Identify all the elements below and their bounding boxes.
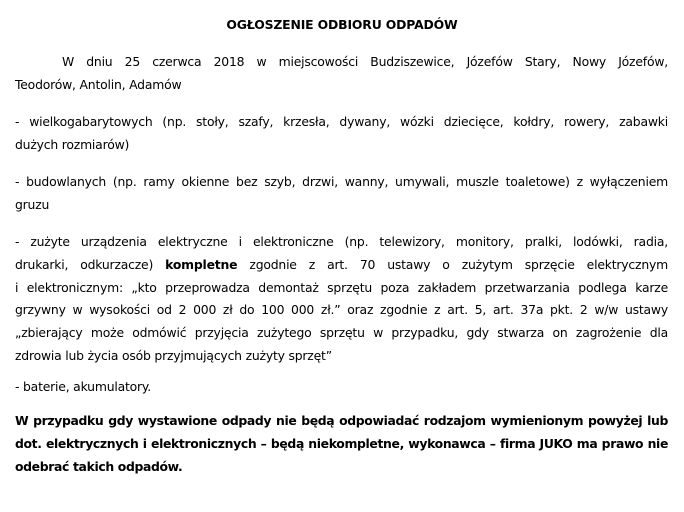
document-title: OGŁOSZENIE ODBIORU ODPADÓW (226, 17, 458, 32)
notice-line: dot. elektrycznych i elektronicznych – będą niekompletne, wykonawca – firma JUKO ma prawo nie (15, 435, 668, 451)
bulky-waste-item (15, 111, 668, 157)
electronics-line-text: zgodnie z art. 70 ustawy o zużytym sprzęcie elektrycznym (237, 256, 668, 272)
bulky-waste-line: dużych rozmiarów) (15, 136, 130, 152)
construction-waste-line: - budowlanych (np. ramy okienne bez szyb, drzwi, wanny, umywali, muszle toaletowe) z wyłączeniem (15, 174, 668, 189)
batteries-line: - baterie, akumulatory. (15, 379, 152, 394)
electronics-line: „zbierający może odmówić przyjęcia zużytego sprzętu w przypadku, gdy stwarza on zagrożenie dla (15, 325, 668, 341)
construction-waste-item (15, 171, 668, 217)
batteries-item (15, 376, 668, 399)
electronics-line: grzywny w wysokości od 2 000 zł do 100 000 zł.” oraz zgodnie z art. 5, art. 37a pkt. 2 w/w ustawy (15, 302, 668, 318)
complete-emphasis: kompletne (165, 256, 238, 272)
electronics-line: - zużyte urządzenia elektryczne i elektroniczne (np. telewizory, monitory, pralki, lodówki, radia, (15, 234, 668, 249)
collection-notice (15, 410, 668, 478)
electronics-waste-item (15, 231, 668, 368)
notice-line: W przypadku gdy wystawione odpady nie będą odpowiadać rodzajom wymienionym powyżej lub (15, 413, 668, 428)
electronics-line: zdrowia lub życia osób przyjmujących zużyty sprzęt” (15, 347, 332, 363)
intro-line: Teodorów, Antolin, Adamów (15, 76, 182, 92)
electronics-line (15, 254, 668, 277)
bulky-waste-line: - wielkogabarytowych (np. stoły, szafy, krzesła, dywany, wózki dziecięce, kołdry, rowery, zabawki (15, 114, 668, 129)
intro-line: W dniu 25 czerwca 2018 w miejscowości Budziszewice, Józefów Stary, Nowy Józefów, (62, 54, 668, 69)
notice-line: odebrać takich odpadów. (15, 458, 183, 474)
electronics-line-text: drukarki, odkurzacze) (15, 256, 166, 272)
intro-paragraph (15, 51, 668, 97)
electronics-line: i elektronicznym: „kto przeprowadza demontaż sprzętu poza zakładem przetwarzania podlega karze (15, 279, 668, 295)
construction-waste-line: gruzu (15, 196, 50, 212)
